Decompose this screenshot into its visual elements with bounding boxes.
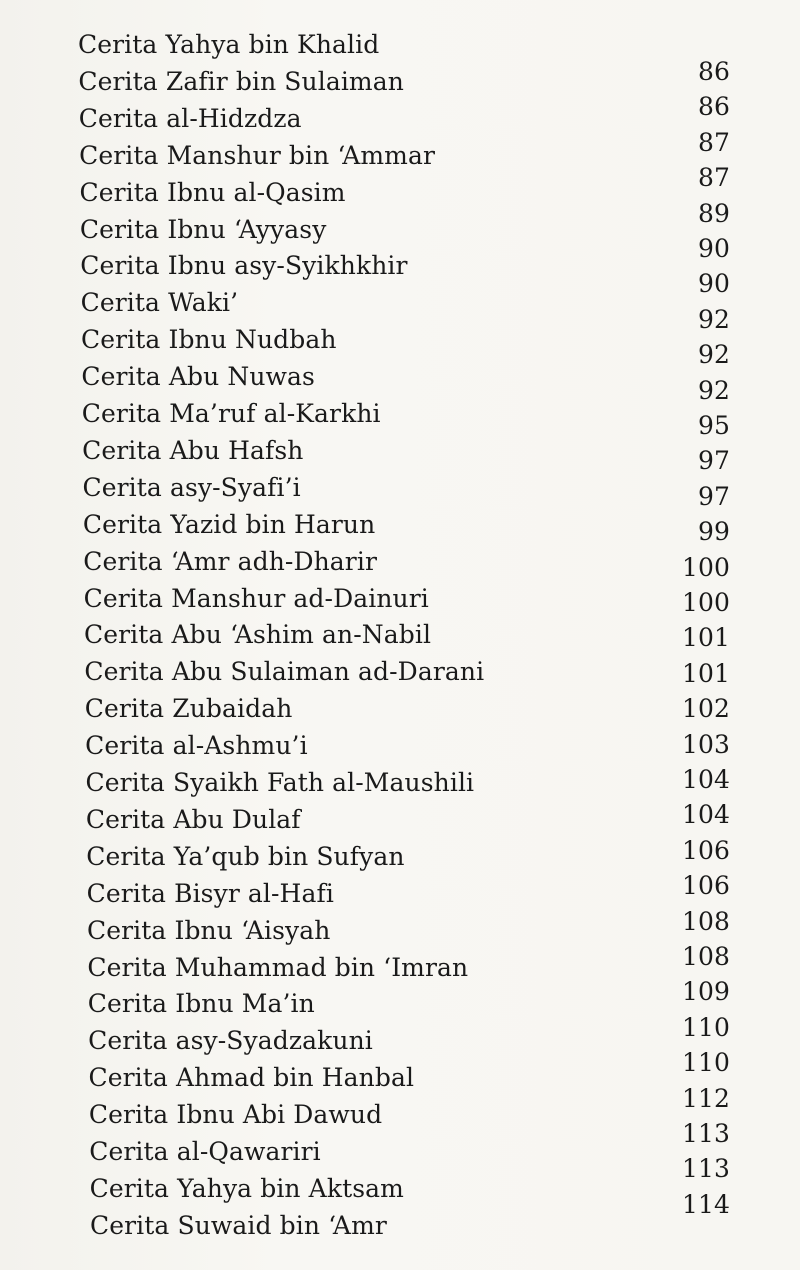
toc-entry-title: Cerita Ahmad bin Hanbal	[88, 1063, 415, 1093]
toc-page-number: 89	[697, 198, 730, 228]
toc-page-number: 110	[681, 1012, 730, 1042]
toc-page-number: 104	[681, 800, 730, 830]
toc-page-number: 106	[681, 835, 730, 865]
toc-entry-title: Cerita Ya’qub bin Sufyan	[86, 841, 405, 871]
toc-page-number: 110	[681, 1048, 730, 1078]
toc-page-number: 113	[681, 1154, 730, 1184]
toc-entry-title: Cerita Manshur bin ‘Ammar	[79, 140, 436, 170]
toc-page-number: 106	[681, 871, 730, 901]
toc-page-number: 97	[697, 446, 730, 476]
toc-page-number: 103	[681, 729, 730, 759]
toc-entry-title: Cerita Abu Nuwas	[81, 362, 315, 392]
toc-page-number: 92	[697, 304, 730, 334]
toc-entry-title: Cerita ‘Amr adh-Dharir	[83, 546, 378, 576]
toc-page-number: 86	[697, 92, 730, 122]
toc-page-number: 113	[681, 1119, 730, 1148]
toc-entry-title: Cerita Bisyr al-Hafi	[86, 878, 334, 908]
toc-entry-title: Cerita asy-Syafi’i	[82, 472, 301, 502]
toc-page-number: 92	[697, 340, 730, 370]
toc-page-number: 114	[681, 1189, 730, 1219]
toc-page-number: 86	[697, 57, 730, 86]
toc-page-number: 100	[681, 552, 730, 582]
toc-page-number: 92	[697, 375, 730, 405]
toc-page-number: 101	[681, 658, 730, 688]
toc-entry-title: Cerita Ibnu Ma’in	[87, 989, 315, 1019]
toc-page-number: 108	[681, 942, 730, 971]
toc-entry-title: Cerita Abu ‘Ashim an-Nabil	[84, 620, 432, 650]
toc-entry-title: Cerita Ibnu Nudbah	[81, 325, 337, 355]
toc-page-number: 101	[681, 623, 730, 653]
toc-page-number: 90	[697, 234, 730, 263]
toc-entry-title: Cerita Ibnu al-Qasim	[79, 177, 346, 207]
toc-page-number: 87	[697, 127, 730, 157]
toc-page-number: 112	[681, 1083, 730, 1113]
toc-page-number: 108	[681, 906, 730, 936]
toc-entry-title: Cerita Ma’ruf al-Karkhi	[81, 399, 381, 428]
toc-entry-title: Cerita Zafir bin Sulaiman	[78, 66, 404, 96]
toc-entry-title: Cerita Ibnu asy-Syikhkhir	[80, 251, 408, 281]
toc-entry-title: Cerita al-Ashmu’i	[85, 731, 308, 761]
toc-page-number: 87	[697, 163, 730, 193]
toc-page-number: 99	[697, 517, 730, 547]
toc-page-number: 97	[697, 481, 730, 511]
toc-entry-title: Cerita Suwaid bin ‘Amr	[90, 1210, 387, 1240]
toc-entry-title: Cerita Ibnu ‘Aisyah	[87, 915, 331, 945]
toc-entry-title: Cerita asy-Syadzakuni	[88, 1026, 373, 1056]
toc-page-number: 109	[681, 977, 730, 1007]
toc-entry-title: Cerita Zubaidah	[84, 694, 293, 724]
toc-entry-title: Cerita Waki’	[80, 288, 239, 318]
toc-entry-title: Cerita Yahya bin Khalid	[78, 30, 380, 59]
toc-entry-title: Cerita Manshur ad-Dainuri	[83, 583, 429, 613]
toc-page-number: 95	[697, 411, 730, 440]
toc-page-number: 102	[681, 694, 730, 724]
toc-entry-title: Cerita Syaikh Fath al-Maushili	[85, 768, 475, 797]
toc-entry-title: Cerita Ibnu Abi Dawud	[88, 1100, 383, 1130]
toc-page-number: 90	[697, 269, 730, 299]
toc-entry-title: Cerita al-Qawariri	[89, 1137, 321, 1166]
toc-entry-title: Cerita Yazid bin Harun	[82, 509, 376, 539]
toc-entry-title: Cerita Abu Hafsh	[82, 435, 304, 465]
toc-entry-title: Cerita Muhammad bin ‘Imran	[87, 952, 469, 982]
toc-entry-title: Cerita Abu Dulaf	[85, 804, 301, 834]
toc-entry-title: Cerita Yahya bin Aktsam	[89, 1173, 404, 1203]
toc-entry-title: Cerita Ibnu ‘Ayyasy	[79, 214, 327, 244]
toc-entry-title: Cerita Abu Sulaiman ad-Darani	[84, 657, 485, 687]
toc-page-number: 100	[681, 588, 730, 617]
toc-page-number: 104	[681, 765, 730, 794]
toc-entry-title: Cerita al-Hidzdza	[78, 103, 302, 133]
